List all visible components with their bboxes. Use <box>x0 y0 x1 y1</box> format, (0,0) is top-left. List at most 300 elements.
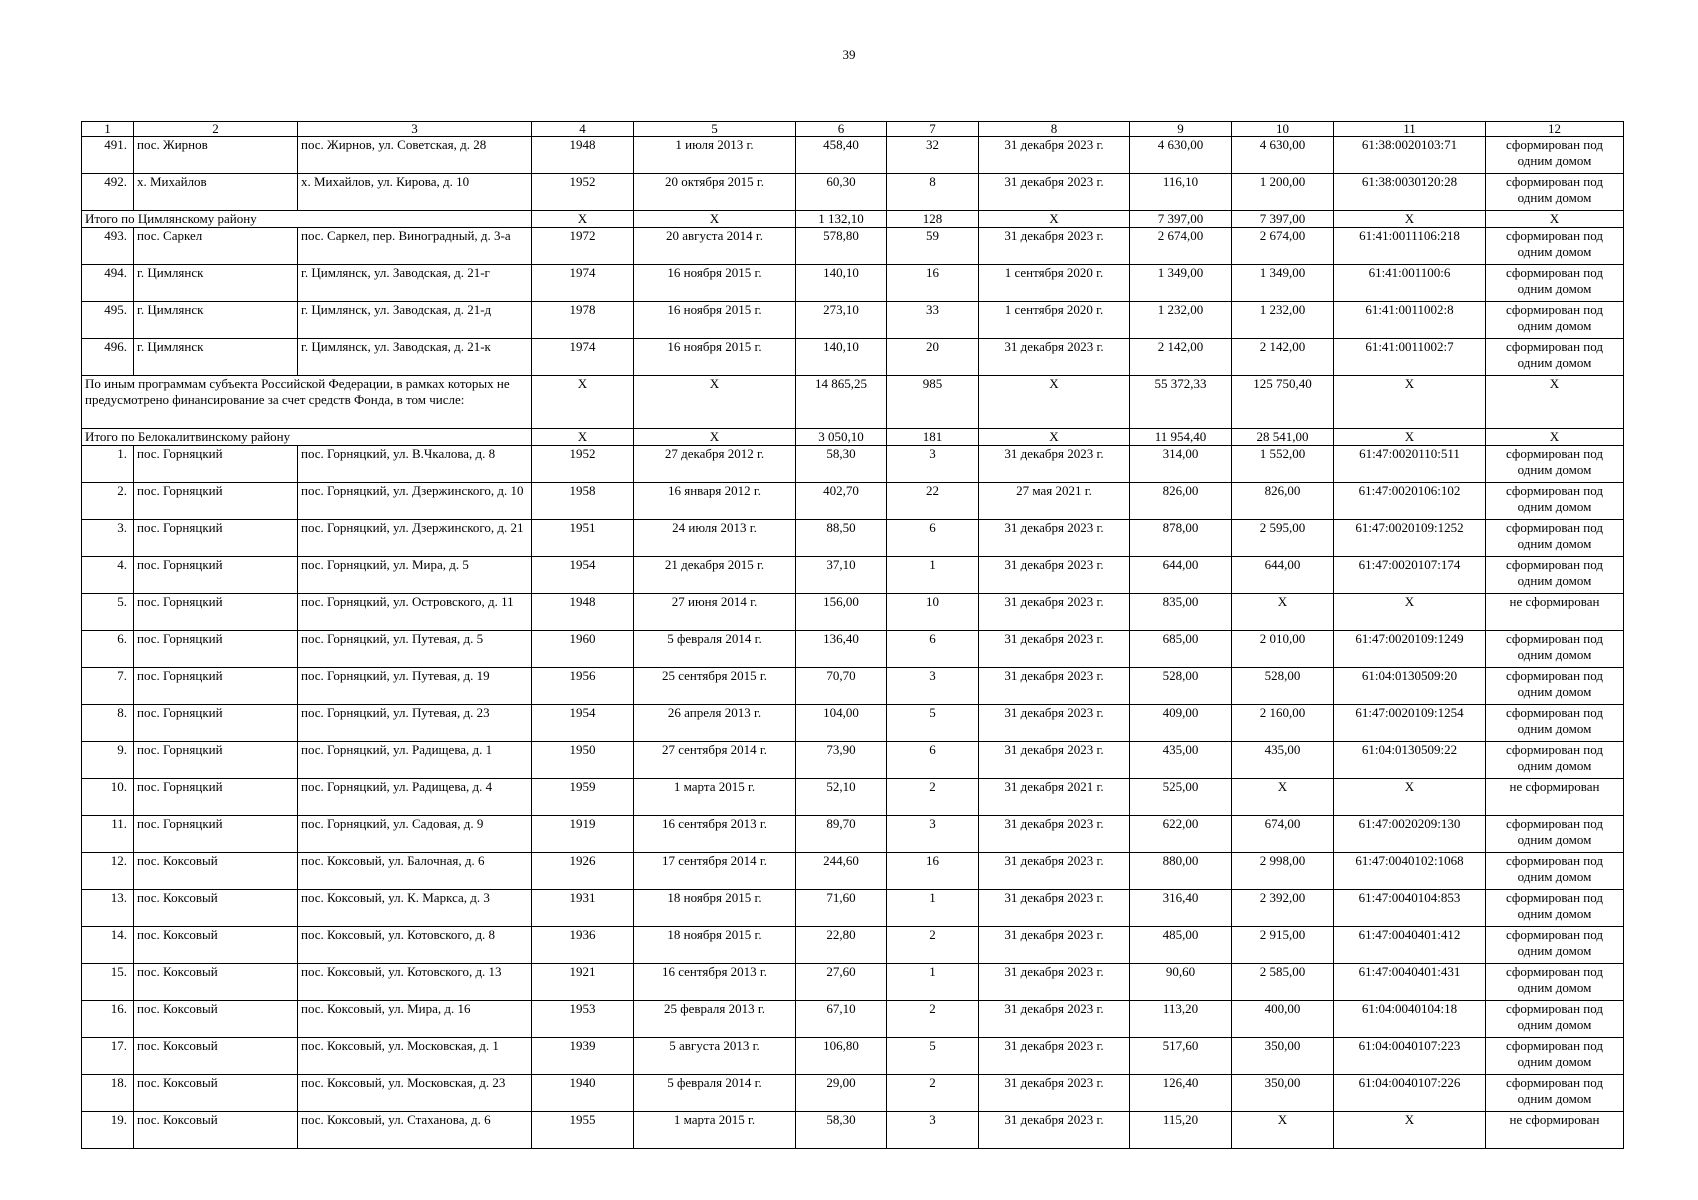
date-cell: 20 октября 2015 г. <box>634 174 796 211</box>
status-cell: сформирован под одним домом <box>1486 668 1624 705</box>
date-cell: 17 сентября 2014 г. <box>634 853 796 890</box>
deadline-cell: 1 сентября 2020 г. <box>979 265 1130 302</box>
amount-9-cell: 880,00 <box>1130 853 1232 890</box>
settlement-cell: пос. Коксовый <box>134 1112 298 1149</box>
status-cell: сформирован под одним домом <box>1486 1075 1624 1112</box>
year-cell: Х <box>532 211 634 228</box>
table-row <box>82 557 1624 594</box>
people-cell: 22 <box>887 483 979 520</box>
amount-9-cell: 2 674,00 <box>1130 228 1232 265</box>
area-cell: 106,80 <box>796 1038 887 1075</box>
people-cell: 5 <box>887 1038 979 1075</box>
deadline-cell: 31 декабря 2023 г. <box>979 890 1130 927</box>
amount-10-cell: 2 160,00 <box>1232 705 1334 742</box>
deadline-cell: 31 декабря 2023 г. <box>979 668 1130 705</box>
year-cell: 1948 <box>532 137 634 174</box>
row-number: 8. <box>82 705 134 742</box>
amount-10-cell: 7 397,00 <box>1232 211 1334 228</box>
status-cell: не сформирован <box>1486 594 1624 631</box>
column-number: 2 <box>134 122 298 137</box>
column-number: 11 <box>1334 122 1486 137</box>
year-cell: 1954 <box>532 705 634 742</box>
column-number: 8 <box>979 122 1130 137</box>
status-cell: сформирован под одним домом <box>1486 1038 1624 1075</box>
amount-9-cell: 115,20 <box>1130 1112 1232 1149</box>
cadastral-cell: 61:41:0011106:218 <box>1334 228 1486 265</box>
cadastral-cell: 61:04:0130509:20 <box>1334 668 1486 705</box>
year-cell: 1955 <box>532 1112 634 1149</box>
status-cell: сформирован под одним домом <box>1486 446 1624 483</box>
cadastral-cell: 61:38:0020103:71 <box>1334 137 1486 174</box>
row-number: 7. <box>82 668 134 705</box>
amount-9-cell: 835,00 <box>1130 594 1232 631</box>
amount-10-cell: 644,00 <box>1232 557 1334 594</box>
year-cell: Х <box>532 376 634 429</box>
settlement-cell: пос. Горняцкий <box>134 668 298 705</box>
column-number: 7 <box>887 122 979 137</box>
table-row <box>82 742 1624 779</box>
deadline-cell: 31 декабря 2023 г. <box>979 137 1130 174</box>
people-cell: 33 <box>887 302 979 339</box>
cadastral-cell: 61:41:0011002:8 <box>1334 302 1486 339</box>
amount-10-cell: 125 750,40 <box>1232 376 1334 429</box>
date-cell: 5 февраля 2014 г. <box>634 1075 796 1112</box>
date-cell: 16 ноября 2015 г. <box>634 339 796 376</box>
cadastral-cell: Х <box>1334 594 1486 631</box>
date-cell: Х <box>634 376 796 429</box>
column-number: 10 <box>1232 122 1334 137</box>
amount-9-cell: 7 397,00 <box>1130 211 1232 228</box>
table-row <box>82 520 1624 557</box>
year-cell: Х <box>532 429 634 446</box>
cadastral-cell: 61:47:0020110:511 <box>1334 446 1486 483</box>
amount-10-cell: 826,00 <box>1232 483 1334 520</box>
area-cell: 140,10 <box>796 339 887 376</box>
cadastral-cell: 61:47:0020106:102 <box>1334 483 1486 520</box>
column-number-row <box>82 122 1624 137</box>
cadastral-cell: Х <box>1334 779 1486 816</box>
status-cell: не сформирован <box>1486 1112 1624 1149</box>
address-cell: пос. Горняцкий, ул. В.Чкалова, д. 8 <box>298 446 532 483</box>
date-cell: 27 сентября 2014 г. <box>634 742 796 779</box>
row-number: 6. <box>82 631 134 668</box>
cadastral-cell: 61:41:0011002:7 <box>1334 339 1486 376</box>
date-cell: 18 ноября 2015 г. <box>634 890 796 927</box>
amount-9-cell: 126,40 <box>1130 1075 1232 1112</box>
year-cell: 1940 <box>532 1075 634 1112</box>
deadline-cell: 31 декабря 2023 г. <box>979 594 1130 631</box>
address-cell: пос. Горняцкий, ул. Радищева, д. 4 <box>298 779 532 816</box>
year-cell: 1974 <box>532 265 634 302</box>
deadline-cell: 31 декабря 2023 г. <box>979 446 1130 483</box>
total-label: Итого по Цимлянскому району <box>82 211 532 228</box>
housing-table-wrapper <box>81 121 1624 1149</box>
status-cell: сформирован под одним домом <box>1486 302 1624 339</box>
amount-9-cell: 826,00 <box>1130 483 1232 520</box>
address-cell: пос. Коксовый, ул. Котовского, д. 13 <box>298 964 532 1001</box>
area-cell: 140,10 <box>796 265 887 302</box>
cadastral-cell: 61:47:0020109:1254 <box>1334 705 1486 742</box>
amount-10-cell: 4 630,00 <box>1232 137 1334 174</box>
area-cell: 402,70 <box>796 483 887 520</box>
address-cell: пос. Саркел, пер. Виноградный, д. 3-а <box>298 228 532 265</box>
amount-9-cell: 55 372,33 <box>1130 376 1232 429</box>
amount-9-cell: 517,60 <box>1130 1038 1232 1075</box>
year-cell: 1948 <box>532 594 634 631</box>
cadastral-cell: Х <box>1334 429 1486 446</box>
amount-9-cell: 409,00 <box>1130 705 1232 742</box>
address-cell: пос. Коксовый, ул. Мира, д. 16 <box>298 1001 532 1038</box>
table-row <box>82 1001 1624 1038</box>
cadastral-cell: Х <box>1334 376 1486 429</box>
settlement-cell: пос. Коксовый <box>134 1038 298 1075</box>
column-number: 12 <box>1486 122 1624 137</box>
year-cell: 1956 <box>532 668 634 705</box>
date-cell: 16 ноября 2015 г. <box>634 302 796 339</box>
status-cell: сформирован под одним домом <box>1486 228 1624 265</box>
address-cell: пос. Горняцкий, ул. Радищева, д. 1 <box>298 742 532 779</box>
table-row <box>82 779 1624 816</box>
cadastral-cell: 61:47:0040102:1068 <box>1334 853 1486 890</box>
cadastral-cell: 61:04:0040107:226 <box>1334 1075 1486 1112</box>
area-cell: 273,10 <box>796 302 887 339</box>
date-cell: 5 августа 2013 г. <box>634 1038 796 1075</box>
row-number: 1. <box>82 446 134 483</box>
table-row <box>82 668 1624 705</box>
settlement-cell: пос. Горняцкий <box>134 631 298 668</box>
deadline-cell: 31 декабря 2023 г. <box>979 927 1130 964</box>
district-total-row <box>82 429 1624 446</box>
column-number: 1 <box>82 122 134 137</box>
people-cell: 3 <box>887 668 979 705</box>
address-cell: пос. Жирнов, ул. Советская, д. 28 <box>298 137 532 174</box>
amount-10-cell: 1 349,00 <box>1232 265 1334 302</box>
address-cell: пос. Коксовый, ул. К. Маркса, д. 3 <box>298 890 532 927</box>
people-cell: 2 <box>887 1001 979 1038</box>
address-cell: пос. Горняцкий, ул. Путевая, д. 5 <box>298 631 532 668</box>
area-cell: 27,60 <box>796 964 887 1001</box>
settlement-cell: пос. Коксовый <box>134 964 298 1001</box>
amount-10-cell: 1 552,00 <box>1232 446 1334 483</box>
settlement-cell: х. Михайлов <box>134 174 298 211</box>
address-cell: г. Цимлянск, ул. Заводская, д. 21-д <box>298 302 532 339</box>
date-cell: 25 сентября 2015 г. <box>634 668 796 705</box>
cadastral-cell: 61:04:0040107:223 <box>1334 1038 1486 1075</box>
table-row <box>82 816 1624 853</box>
area-cell: 58,30 <box>796 1112 887 1149</box>
cadastral-cell: Х <box>1334 211 1486 228</box>
row-number: 9. <box>82 742 134 779</box>
year-cell: 1952 <box>532 446 634 483</box>
table-body <box>82 122 1624 1149</box>
table-row <box>82 483 1624 520</box>
area-cell: 104,00 <box>796 705 887 742</box>
cadastral-cell: 61:47:0020109:1252 <box>1334 520 1486 557</box>
people-cell: 6 <box>887 742 979 779</box>
date-cell: 20 августа 2014 г. <box>634 228 796 265</box>
people-cell: 6 <box>887 520 979 557</box>
cadastral-cell: 61:47:0040104:853 <box>1334 890 1486 927</box>
people-cell: 16 <box>887 265 979 302</box>
address-cell: х. Михайлов, ул. Кирова, д. 10 <box>298 174 532 211</box>
table-row <box>82 302 1624 339</box>
program-label: По иным программам субъекта Российской Федерации, в рамках которых не предусмотрено финансирование за счет средств Фонда, в том числе: <box>82 376 532 429</box>
year-cell: 1931 <box>532 890 634 927</box>
settlement-cell: г. Цимлянск <box>134 339 298 376</box>
date-cell: 27 декабря 2012 г. <box>634 446 796 483</box>
address-cell: пос. Горняцкий, ул. Путевая, д. 19 <box>298 668 532 705</box>
table-row <box>82 594 1624 631</box>
row-number: 494. <box>82 265 134 302</box>
people-cell: 2 <box>887 779 979 816</box>
status-cell: сформирован под одним домом <box>1486 964 1624 1001</box>
address-cell: пос. Горняцкий, ул. Садовая, д. 9 <box>298 816 532 853</box>
status-cell: сформирован под одним домом <box>1486 631 1624 668</box>
deadline-cell: 31 декабря 2023 г. <box>979 631 1130 668</box>
people-cell: 59 <box>887 228 979 265</box>
year-cell: 1936 <box>532 927 634 964</box>
date-cell: 27 июня 2014 г. <box>634 594 796 631</box>
status-cell: сформирован под одним домом <box>1486 927 1624 964</box>
people-cell: 1 <box>887 890 979 927</box>
row-number: 4. <box>82 557 134 594</box>
row-number: 18. <box>82 1075 134 1112</box>
amount-9-cell: 528,00 <box>1130 668 1232 705</box>
year-cell: 1959 <box>532 779 634 816</box>
date-cell: 16 сентября 2013 г. <box>634 964 796 1001</box>
housing-table <box>81 121 1624 1149</box>
program-summary-row <box>82 376 1624 429</box>
row-number: 14. <box>82 927 134 964</box>
date-cell: 16 ноября 2015 г. <box>634 265 796 302</box>
amount-10-cell: Х <box>1232 594 1334 631</box>
deadline-cell: 27 мая 2021 г. <box>979 483 1130 520</box>
table-row <box>82 890 1624 927</box>
row-number: 2. <box>82 483 134 520</box>
column-number: 4 <box>532 122 634 137</box>
deadline-cell: 31 декабря 2023 г. <box>979 520 1130 557</box>
people-cell: 2 <box>887 927 979 964</box>
date-cell: 5 февраля 2014 г. <box>634 631 796 668</box>
area-cell: 458,40 <box>796 137 887 174</box>
amount-10-cell: 1 232,00 <box>1232 302 1334 339</box>
table-row <box>82 265 1624 302</box>
address-cell: пос. Коксовый, ул. Стаханова, д. 6 <box>298 1112 532 1149</box>
people-cell: 1 <box>887 964 979 1001</box>
date-cell: 24 июля 2013 г. <box>634 520 796 557</box>
area-cell: 71,60 <box>796 890 887 927</box>
year-cell: 1950 <box>532 742 634 779</box>
year-cell: 1974 <box>532 339 634 376</box>
amount-9-cell: 1 349,00 <box>1130 265 1232 302</box>
settlement-cell: г. Цимлянск <box>134 302 298 339</box>
year-cell: 1972 <box>532 228 634 265</box>
deadline-cell: 1 сентября 2020 г. <box>979 302 1130 339</box>
status-cell: Х <box>1486 376 1624 429</box>
deadline-cell: Х <box>979 376 1130 429</box>
date-cell: 18 ноября 2015 г. <box>634 927 796 964</box>
people-cell: 3 <box>887 816 979 853</box>
status-cell: сформирован под одним домом <box>1486 705 1624 742</box>
people-cell: 181 <box>887 429 979 446</box>
area-cell: 70,70 <box>796 668 887 705</box>
people-cell: 128 <box>887 211 979 228</box>
amount-9-cell: 644,00 <box>1130 557 1232 594</box>
amount-10-cell: 2 674,00 <box>1232 228 1334 265</box>
cadastral-cell: 61:04:0130509:22 <box>1334 742 1486 779</box>
date-cell: 1 марта 2015 г. <box>634 779 796 816</box>
amount-9-cell: 435,00 <box>1130 742 1232 779</box>
date-cell: Х <box>634 429 796 446</box>
address-cell: г. Цимлянск, ул. Заводская, д. 21-к <box>298 339 532 376</box>
people-cell: 20 <box>887 339 979 376</box>
area-cell: 156,00 <box>796 594 887 631</box>
status-cell: сформирован под одним домом <box>1486 339 1624 376</box>
cadastral-cell: 61:47:0020109:1249 <box>1334 631 1486 668</box>
settlement-cell: пос. Горняцкий <box>134 594 298 631</box>
status-cell: сформирован под одним домом <box>1486 265 1624 302</box>
cadastral-cell: 61:41:001100:6 <box>1334 265 1486 302</box>
row-number: 493. <box>82 228 134 265</box>
amount-10-cell: Х <box>1232 779 1334 816</box>
column-number: 3 <box>298 122 532 137</box>
row-number: 19. <box>82 1112 134 1149</box>
row-number: 10. <box>82 779 134 816</box>
amount-9-cell: 2 142,00 <box>1130 339 1232 376</box>
date-cell: 1 июля 2013 г. <box>634 137 796 174</box>
area-cell: 37,10 <box>796 557 887 594</box>
status-cell: сформирован под одним домом <box>1486 174 1624 211</box>
address-cell: пос. Горняцкий, ул. Путевая, д. 23 <box>298 705 532 742</box>
row-number: 492. <box>82 174 134 211</box>
settlement-cell: пос. Горняцкий <box>134 483 298 520</box>
year-cell: 1919 <box>532 816 634 853</box>
amount-10-cell: 350,00 <box>1232 1038 1334 1075</box>
status-cell: не сформирован <box>1486 779 1624 816</box>
deadline-cell: Х <box>979 211 1130 228</box>
area-cell: 14 865,25 <box>796 376 887 429</box>
row-number: 15. <box>82 964 134 1001</box>
status-cell: сформирован под одним домом <box>1486 137 1624 174</box>
year-cell: 1939 <box>532 1038 634 1075</box>
amount-9-cell: 11 954,40 <box>1130 429 1232 446</box>
amount-10-cell: 400,00 <box>1232 1001 1334 1038</box>
amount-10-cell: 2 585,00 <box>1232 964 1334 1001</box>
amount-10-cell: 2 595,00 <box>1232 520 1334 557</box>
address-cell: пос. Горняцкий, ул. Дзержинского, д. 21 <box>298 520 532 557</box>
deadline-cell: 31 декабря 2023 г. <box>979 964 1130 1001</box>
settlement-cell: пос. Коксовый <box>134 1075 298 1112</box>
amount-10-cell: 28 541,00 <box>1232 429 1334 446</box>
address-cell: г. Цимлянск, ул. Заводская, д. 21-г <box>298 265 532 302</box>
table-row <box>82 1075 1624 1112</box>
people-cell: 16 <box>887 853 979 890</box>
cadastral-cell: 61:47:0020107:174 <box>1334 557 1486 594</box>
deadline-cell: Х <box>979 429 1130 446</box>
deadline-cell: 31 декабря 2023 г. <box>979 557 1130 594</box>
amount-10-cell: 528,00 <box>1232 668 1334 705</box>
date-cell: 1 марта 2015 г. <box>634 1112 796 1149</box>
area-cell: 58,30 <box>796 446 887 483</box>
year-cell: 1921 <box>532 964 634 1001</box>
settlement-cell: пос. Горняцкий <box>134 557 298 594</box>
address-cell: пос. Коксовый, ул. Котовского, д. 8 <box>298 927 532 964</box>
amount-10-cell: 1 200,00 <box>1232 174 1334 211</box>
table-row <box>82 964 1624 1001</box>
settlement-cell: пос. Горняцкий <box>134 742 298 779</box>
column-number: 6 <box>796 122 887 137</box>
row-number: 495. <box>82 302 134 339</box>
table-row <box>82 705 1624 742</box>
address-cell: пос. Горняцкий, ул. Островского, д. 11 <box>298 594 532 631</box>
amount-10-cell: 435,00 <box>1232 742 1334 779</box>
total-label: Итого по Белокалитвинскому району <box>82 429 532 446</box>
deadline-cell: 31 декабря 2023 г. <box>979 228 1130 265</box>
row-number: 17. <box>82 1038 134 1075</box>
deadline-cell: 31 декабря 2023 г. <box>979 853 1130 890</box>
address-cell: пос. Коксовый, ул. Балочная, д. 6 <box>298 853 532 890</box>
cadastral-cell: 61:47:0040401:431 <box>1334 964 1486 1001</box>
people-cell: 2 <box>887 1075 979 1112</box>
area-cell: 136,40 <box>796 631 887 668</box>
cadastral-cell: 61:04:0040104:18 <box>1334 1001 1486 1038</box>
people-cell: 5 <box>887 705 979 742</box>
settlement-cell: пос. Коксовый <box>134 890 298 927</box>
table-row <box>82 228 1624 265</box>
amount-10-cell: Х <box>1232 1112 1334 1149</box>
amount-10-cell: 2 998,00 <box>1232 853 1334 890</box>
table-row <box>82 137 1624 174</box>
status-cell: сформирован под одним домом <box>1486 1001 1624 1038</box>
amount-9-cell: 116,10 <box>1130 174 1232 211</box>
deadline-cell: 31 декабря 2023 г. <box>979 174 1130 211</box>
area-cell: 1 132,10 <box>796 211 887 228</box>
settlement-cell: г. Цимлянск <box>134 265 298 302</box>
deadline-cell: 31 декабря 2023 г. <box>979 1112 1130 1149</box>
people-cell: 1 <box>887 557 979 594</box>
people-cell: 6 <box>887 631 979 668</box>
district-total-row <box>82 211 1624 228</box>
settlement-cell: пос. Горняцкий <box>134 520 298 557</box>
amount-10-cell: 2 010,00 <box>1232 631 1334 668</box>
settlement-cell: пос. Горняцкий <box>134 446 298 483</box>
status-cell: сформирован под одним домом <box>1486 742 1624 779</box>
address-cell: пос. Горняцкий, ул. Мира, д. 5 <box>298 557 532 594</box>
area-cell: 29,00 <box>796 1075 887 1112</box>
settlement-cell: пос. Коксовый <box>134 927 298 964</box>
address-cell: пос. Коксовый, ул. Московская, д. 23 <box>298 1075 532 1112</box>
amount-9-cell: 622,00 <box>1130 816 1232 853</box>
row-number: 496. <box>82 339 134 376</box>
row-number: 3. <box>82 520 134 557</box>
people-cell: 3 <box>887 446 979 483</box>
settlement-cell: пос. Горняцкий <box>134 705 298 742</box>
row-number: 5. <box>82 594 134 631</box>
table-row <box>82 446 1624 483</box>
date-cell: 21 декабря 2015 г. <box>634 557 796 594</box>
area-cell: 52,10 <box>796 779 887 816</box>
amount-9-cell: 90,60 <box>1130 964 1232 1001</box>
area-cell: 244,60 <box>796 853 887 890</box>
date-cell: 25 февраля 2013 г. <box>634 1001 796 1038</box>
amount-9-cell: 685,00 <box>1130 631 1232 668</box>
area-cell: 67,10 <box>796 1001 887 1038</box>
row-number: 13. <box>82 890 134 927</box>
year-cell: 1958 <box>532 483 634 520</box>
amount-9-cell: 314,00 <box>1130 446 1232 483</box>
row-number: 16. <box>82 1001 134 1038</box>
settlement-cell: пос. Горняцкий <box>134 816 298 853</box>
